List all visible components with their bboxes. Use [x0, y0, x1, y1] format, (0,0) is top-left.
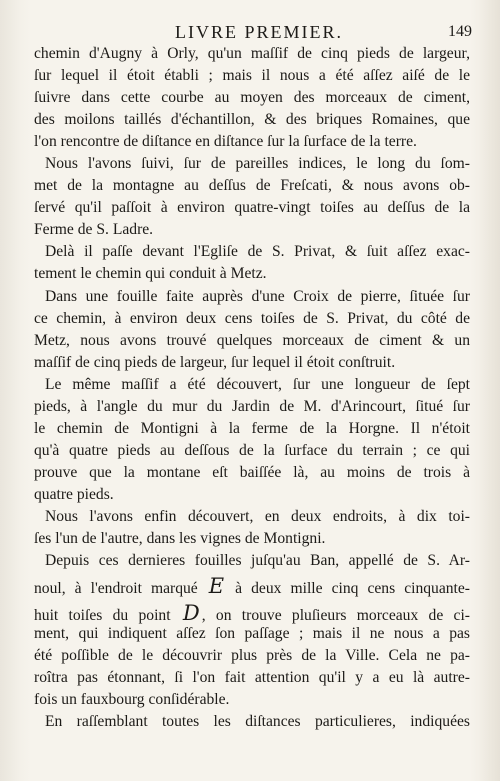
text-fragment: noul, à l'endroit marqué	[34, 580, 198, 598]
text-line: ſuivre dans cette courbe au moyen des morceaux de ciment,	[34, 89, 470, 107]
text-line: roîtra pas étonnant, ſi l'on fait attention qu'il y a eu là autre-	[34, 669, 470, 687]
text-line: Metz, nous avons trouvé quelques morceaux de ciment & un	[34, 331, 470, 349]
text-line: ce chemin, à environ deux cens toiſes de S. Privat, du côté de	[34, 309, 470, 327]
text-line: fois un fauxbourg conſidérable.	[34, 691, 230, 709]
text-line: ſervé qu'il paſſoit à environ quatre-vingt toiſes au deſſus de la	[34, 199, 470, 217]
text-line: Delà il paſſe devant l'Egliſe de S. Privat, & ſuit aſſez exac-	[45, 243, 470, 261]
text-line: quatre pieds.	[34, 485, 114, 503]
text-line: ſes l'un de l'autre, dans les vignes de Montigni.	[34, 530, 326, 548]
text-line: ment, qui indiquent aſſez ſon paſſage ; mais il ne nous a pas	[34, 625, 470, 643]
text-fragment: à deux mille cinq cens cinquante-	[235, 580, 471, 598]
page-shadow-left	[0, 0, 22, 781]
text-line: Ferme de S. Ladre.	[34, 221, 154, 239]
text-line: tement le chemin qui conduit à Metz.	[34, 265, 267, 283]
text-line: met de la montagne au deſſus de Freſcati, & nous avons ob-	[34, 177, 470, 195]
map-marker-e: E	[208, 574, 225, 599]
running-head: LIVRE PREMIER.	[174, 22, 343, 42]
text-line: Nous l'avons enfin découvert, en deux endroits, à dix toi-	[45, 507, 470, 525]
text-line: des moilons taillés d'échantillon, & des briques Romaines, que	[34, 111, 470, 129]
map-marker-d: D	[182, 601, 200, 626]
text-line: pieds, à l'angle du mur du Jardin de M. d'Arincourt, ſitué ſur	[34, 397, 470, 415]
text-line: Depuis ces dernieres fouilles juſqu'au Ban, appellé de S. Ar-	[45, 552, 470, 570]
text-line: été poſſible de le découvrir plus près de la Ville. Cela ne pa-	[34, 647, 470, 665]
text-line: prouve que la montane eſt baiſſée là, au moins de trois à	[34, 463, 470, 481]
page-number: 149	[448, 23, 472, 40]
page-shadow-right	[478, 0, 500, 781]
text-fragment: huit toiſes du point	[34, 607, 171, 625]
text-line: Le même maſſif a été découvert, ſur une longueur de ſept	[45, 375, 470, 393]
text-line: ſur lequel il étoit établi ; mais il nous a été aſſez aiſé de le	[34, 67, 470, 85]
text-line: Dans une fouille faite auprès d'une Croix de pierre, ſituée ſur	[45, 287, 470, 305]
page-header	[46, 20, 472, 44]
text-line: Nous l'avons ſuivi, ſur de pareilles indices, le long du ſom-	[45, 155, 470, 173]
text-line: chemin d'Augny à Orly, qu'un maſſif de cinq pieds de largeur,	[34, 45, 470, 62]
text-line: le chemin de Montigni à la ferme de la Horgne. Il n'étoit	[34, 419, 470, 437]
text-line: maſſif de cinq pieds de largeur, ſur lequel il étoit conſtruit.	[34, 353, 396, 371]
text-line: En raſſemblant toutes les diſtances particulieres, indiquées	[45, 713, 470, 731]
body-text	[34, 43, 470, 733]
text-fragment: , on trouve pluſieurs morceaux de ci-	[201, 607, 471, 625]
text-line: qu'à quatre pieds au deſſous de la ſurface du terrain ; ce qui	[34, 441, 470, 459]
text-line-with-marker	[34, 574, 471, 599]
text-line: l'on rencontre de diſtance en diſtance ſur la ſurface de la terre.	[34, 133, 417, 151]
